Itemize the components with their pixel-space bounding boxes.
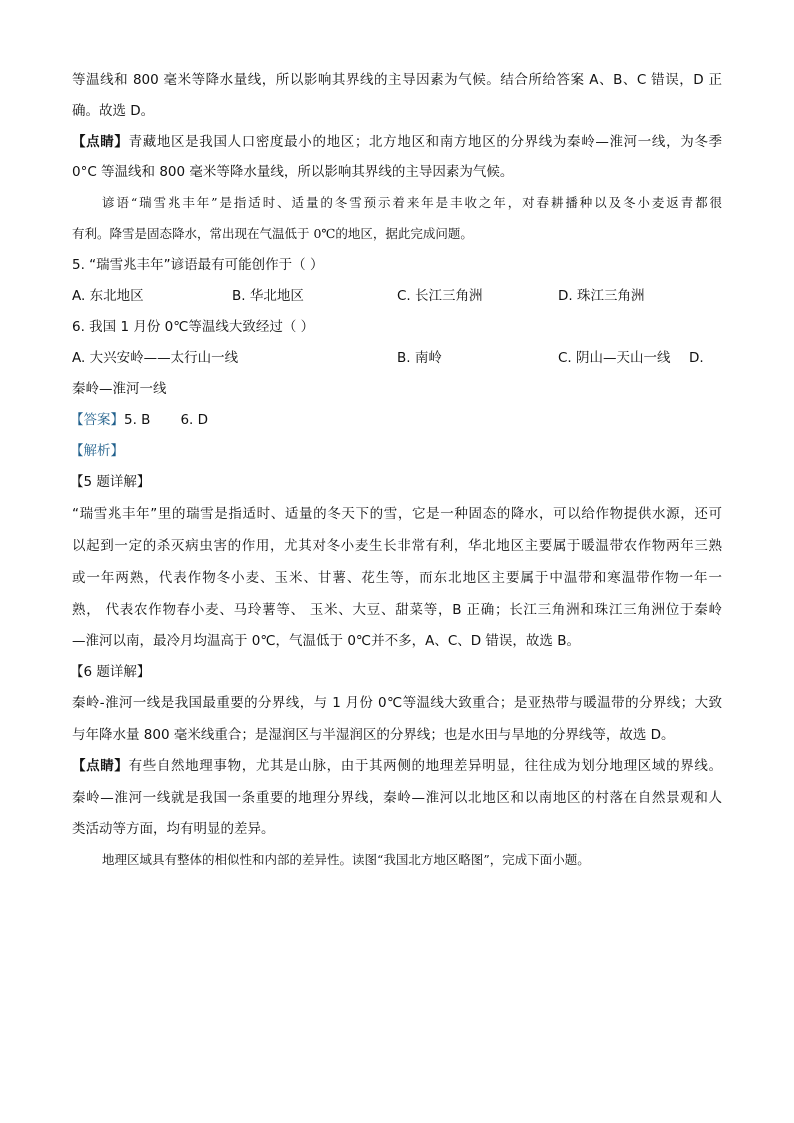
text-line: 青藏地区是我国人口密度最小的地区；北方地区和南方地区的分界线为秦岭—淮河一线，为冬季 (128, 134, 722, 150)
text-line: 确。故选 D。 (72, 103, 155, 119)
q6-option-d: D. (689, 350, 704, 366)
analysis-label: 【解析】 (70, 443, 124, 459)
dianjing-label: 【点睛】 (72, 134, 129, 150)
dianjing-paragraph (72, 132, 722, 152)
q5-option-b: B. 华北地区 (232, 288, 304, 304)
q6-option-d-text: 秦岭—淮河一线 (72, 381, 167, 397)
text-line: 秦岭-淮河一线是我国最重要的分界线，与 1 月份 0℃等温线大致重合；是亚热带与暖温带的分界线；大致 (72, 695, 722, 711)
dianjing-label: 【点睛】 (72, 758, 129, 774)
q5-option-c: C. 长江三角洲 (397, 288, 483, 304)
text-line: “瑞雪兆丰年”里的瑞雪是指适时、适量的冬天下的雪，它是一种固态的降水，可以给作物提供水源，还可 (72, 506, 722, 522)
material-line: 有利。降雪是固态降水，常出现在气温低于 0℃的地区，据此完成问题。 (72, 226, 473, 241)
text-line: 或一年两熟，代表作物冬小麦、玉米、甘薯、花生等，而东北地区主要属于中温带和寒温带作物一年一 (72, 570, 722, 586)
detail-6-label: 【6 题详解】 (70, 664, 151, 680)
text-line: 以起到一定的杀灭病虫害的作用，尤其对冬小麦生长非常有利，华北地区主要属于暖温带农作物两年三熟 (72, 538, 722, 554)
q5-option-d: D. 珠江三角洲 (558, 288, 645, 304)
text-line: 秦岭—淮河一线就是我国一条重要的地理分界线，秦岭—淮河以北地区和以南地区的村落在自然景观和人 (72, 790, 722, 806)
text-line: 有些自然地理事物，尤其是山脉，由于其两侧的地理差异明显，往往成为划分地理区域的界线。 (128, 758, 722, 774)
material-line: 谚语“瑞雪兆丰年”是指适时、适量的冬雪预示着来年是丰收之年，对春耕播种以及冬小麦返青都很 (102, 195, 722, 210)
detail-5-label: 【5 题详解】 (70, 474, 151, 490)
text-line: 0°C 等温线和 800 毫米等降水量线，所以影响其界线的主导因素为气候。 (72, 164, 514, 180)
question-5-stem: 5. “瑞雪兆丰年”谚语最有可能创作于（ ） (72, 257, 324, 273)
next-material: 地理区域具有整体的相似性和内部的差异性。读图“我国北方地区略图”，完成下面小题。 (102, 852, 590, 867)
q6-option-c: C. 阴山—天山一线 (558, 350, 671, 366)
q5-option-a: A. 东北地区 (72, 288, 144, 304)
question-6-stem: 6. 我国 1 月份 0℃等温线大致经过（ ） (72, 319, 315, 335)
answer-value: 5. B 6. D (124, 412, 209, 428)
text-line: 等温线和 800 毫米等降水量线，所以影响其界线的主导因素为气候。结合所给答案 A、B、C 错误，D 正 (72, 72, 722, 88)
text-line: —淮河以南，最冷月均温高于 0℃，气温低于 0℃并不多，A、C、D 错误，故选 B。 (72, 633, 580, 649)
dianjing-paragraph (72, 756, 722, 776)
answer-label: 【答案】 (70, 412, 124, 428)
text-line: 熟， 代表农作物春小麦、马玲薯等、 玉米、大豆、甜菜等，B 正确；长江三角洲和珠江三角洲位于秦岭 (72, 602, 722, 618)
q6-option-a: A. 大兴安岭——太行山一线 (72, 350, 239, 366)
q6-option-b: B. 南岭 (397, 350, 442, 366)
text-line: 与年降水量 800 毫米线重合；是湿润区与半湿润区的分界线；也是水田与旱地的分界线等，故选 D。 (72, 727, 675, 743)
answer-line (70, 410, 720, 430)
text-line: 类活动等方面，均有明显的差异。 (72, 821, 275, 837)
